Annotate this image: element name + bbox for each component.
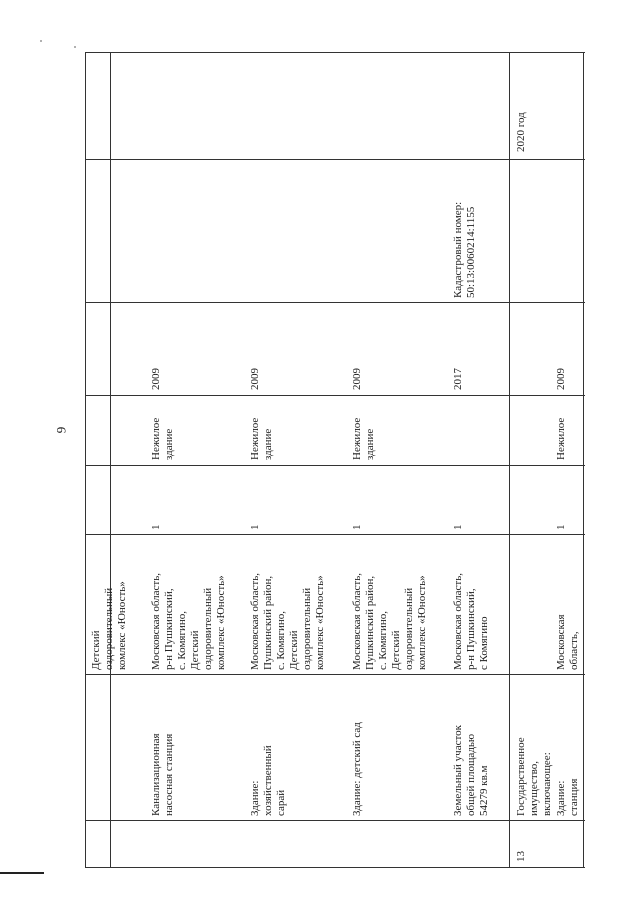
type-cell: Нежилое здание	[351, 417, 376, 460]
page-number: 9	[53, 426, 69, 434]
rotated-table	[85, 52, 585, 868]
name-cell: Канализационная насосная станция	[150, 733, 175, 816]
year-cell: 2017	[452, 368, 464, 390]
year-cell: 2009	[150, 368, 162, 390]
quantity-cell: 1	[555, 524, 567, 530]
address-cell: Московская область, Пушкинский район, с. Комягино, Детский оздоровительный комплекс «Юность»	[351, 573, 428, 670]
type-cell: Нежилое	[555, 417, 567, 460]
quantity-cell: 1	[150, 524, 162, 530]
address-cell: Московская область,	[555, 614, 580, 670]
cadastral-cell: Кадастровый номер: 50:13:0060214:1155	[452, 201, 477, 298]
address-cell: Московская область, р-н Пушкинский, с. Комягино, Детский оздоровительный комплекс «Юность»	[150, 573, 227, 670]
quantity-cell: 1	[249, 524, 261, 530]
year-cell: 2009	[555, 368, 567, 390]
scan-dot	[40, 40, 42, 42]
quantity-cell: 1	[452, 524, 464, 530]
name-cell: Здание: станция	[555, 778, 580, 816]
period-cell: 2020 год	[515, 112, 527, 152]
address-cell: Детский оздоровительный комлекс «Юность»	[90, 581, 128, 670]
name-cell: Здание: детский сад	[351, 722, 363, 816]
row-number-cell: 13	[515, 851, 527, 862]
scan-dot	[74, 46, 76, 48]
quantity-cell: 1	[351, 524, 363, 530]
year-cell: 2009	[351, 368, 363, 390]
year-cell: 2009	[249, 368, 261, 390]
type-cell: Нежилое здание	[249, 417, 274, 460]
name-cell: Государственное имущество, включающее:	[515, 737, 553, 816]
bottom-mark	[0, 872, 44, 874]
name-cell: Здание: хозяйственный сарай	[249, 745, 287, 816]
address-cell: Московская область, р-н Пушкинский, с Комягино	[452, 573, 490, 670]
name-cell: Земельный участок общей площадью 54279 кв.м	[452, 725, 490, 816]
type-cell: Нежилое здание	[150, 417, 175, 460]
address-cell: Московская область, Пушкинский район, с. Комягино, Детский оздоровительный комплекс «Юность»	[249, 573, 326, 670]
